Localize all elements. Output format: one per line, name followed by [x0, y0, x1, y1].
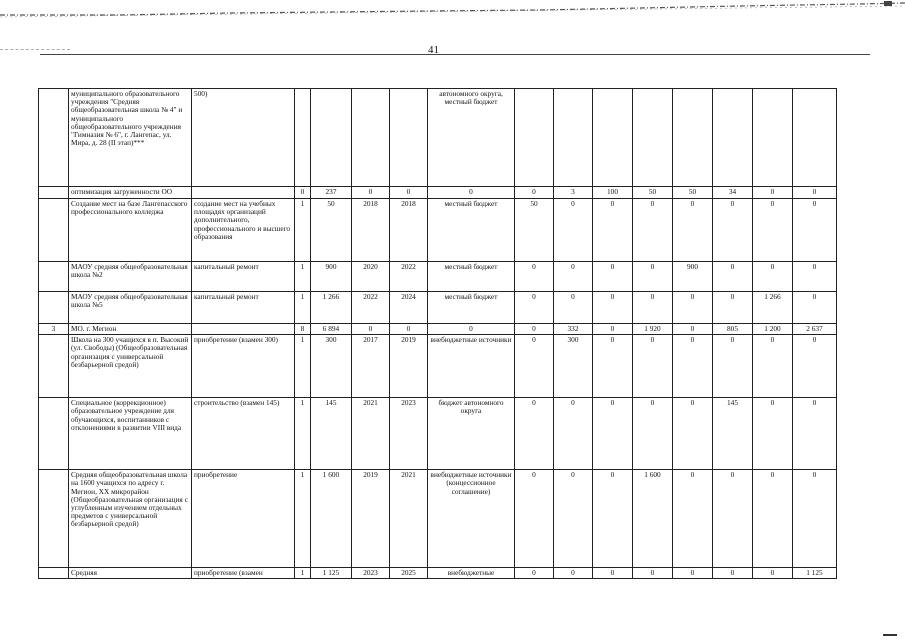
year-value: 50 [515, 199, 554, 262]
object-name: МО. г. Мегион [69, 324, 192, 335]
funding-source: автономного округа, местный бюджет [428, 89, 515, 187]
work-type: 500) [192, 89, 295, 187]
year-value: 0 [753, 199, 793, 262]
year-value: 3 [554, 187, 593, 199]
table-row [39, 89, 837, 187]
year-value [633, 89, 673, 187]
year-value: 0 [713, 470, 753, 568]
year-value: 0 [673, 324, 713, 335]
year-value: 0 [515, 398, 554, 470]
capacity: 1 600 [311, 470, 352, 568]
start-year: 0 [352, 324, 390, 335]
work-type: создание мест на учебных площадях организаций дополнительного, профессионального и высшего образования [192, 199, 295, 262]
year-value: 0 [753, 470, 793, 568]
year-value: 0 [593, 292, 633, 324]
year-value: 0 [713, 335, 753, 398]
capacity: 237 [311, 187, 352, 199]
year-value: 0 [713, 292, 753, 324]
table-row [39, 335, 837, 398]
object-name: Создание мест на базе Лангепасского профессионального колледжа [69, 199, 192, 262]
table-row [39, 470, 837, 568]
start-year: 2020 [352, 262, 390, 292]
table-row [39, 292, 837, 324]
year-value: 0 [793, 398, 837, 470]
work-type: строительство (взамен 145) [192, 398, 295, 470]
year-value: 0 [593, 398, 633, 470]
end-year: 2022 [390, 262, 428, 292]
row-index [39, 292, 69, 324]
year-value: 0 [793, 292, 837, 324]
capacity: 145 [311, 398, 352, 470]
year-value: 0 [633, 262, 673, 292]
funding-source: внебюджетные [428, 568, 515, 579]
year-value: 0 [554, 398, 593, 470]
row-index: 3 [39, 324, 69, 335]
unit-count: 1 [295, 262, 311, 292]
year-value: 0 [633, 199, 673, 262]
table-row [39, 324, 837, 335]
header-rule-short [0, 49, 70, 50]
year-value: 145 [713, 398, 753, 470]
year-value: 0 [593, 335, 633, 398]
year-value: 0 [593, 568, 633, 579]
year-value: 900 [673, 262, 713, 292]
year-value: 0 [593, 199, 633, 262]
row-index [39, 335, 69, 398]
table-row [39, 187, 837, 199]
unit-count: 0 [295, 187, 311, 199]
capacity: 1 125 [311, 568, 352, 579]
unit-count: 1 [295, 199, 311, 262]
year-value [515, 89, 554, 187]
year-value: 0 [673, 292, 713, 324]
year-value: 0 [515, 470, 554, 568]
capacity: 300 [311, 335, 352, 398]
year-value: 0 [793, 187, 837, 199]
year-value: 0 [554, 568, 593, 579]
year-value [793, 89, 837, 187]
table-row [39, 568, 837, 579]
year-value: 0 [673, 470, 713, 568]
scan-corner-mark [883, 626, 897, 636]
year-value [593, 89, 633, 187]
end-year: 2019 [390, 335, 428, 398]
row-index [39, 187, 69, 199]
object-name: Средняя общеобразовательная школа на 1600 учащихся по адресу г. Мегион, XX микрорайон (Общеобразовательная организация с углубленным изучением отдельных предметов с универсальной безбарьерной средой) [69, 470, 192, 568]
work-type: капитальный ремонт [192, 292, 295, 324]
year-value: 0 [515, 292, 554, 324]
object-name: Специальное (коррекционное) образовательное учреждение для обучающихся, воспитанников с отклонениями в развитии VIII вида [69, 398, 192, 470]
unit-count: 1 [295, 398, 311, 470]
year-value [753, 89, 793, 187]
object-name: Школа на 300 учащихся в п. Высокий (ул. Свободы) (Общеобразовательная организация с универсальной безбарьерной средой) [69, 335, 192, 398]
start-year: 2022 [352, 292, 390, 324]
year-value: 34 [713, 187, 753, 199]
year-value: 300 [554, 335, 593, 398]
year-value: 0 [554, 262, 593, 292]
year-value: 0 [673, 335, 713, 398]
year-value: 0 [673, 568, 713, 579]
investment-table [38, 88, 837, 579]
year-value: 50 [633, 187, 673, 199]
funding-source: 0 [428, 324, 515, 335]
year-value [554, 89, 593, 187]
row-index [39, 199, 69, 262]
object-name: оптимизация загруженности ОО [69, 187, 192, 199]
year-value: 0 [713, 199, 753, 262]
end-year: 2023 [390, 398, 428, 470]
year-value: 0 [554, 199, 593, 262]
year-value: 0 [515, 187, 554, 199]
year-value: 0 [753, 187, 793, 199]
object-name: муниципального образовательного учреждения "Средняя общеобразовательная школа № 4" и муниципального общеобразовательного учреждения "Гимназия № 6", г. Лангепас, ул. Мира, д. 28 (II этап)*** [69, 89, 192, 187]
year-value: 0 [673, 199, 713, 262]
capacity: 50 [311, 199, 352, 262]
capacity [311, 89, 352, 187]
row-index [39, 568, 69, 579]
start-year: 0 [352, 187, 390, 199]
header-rule [40, 54, 870, 55]
year-value: 1 125 [793, 568, 837, 579]
year-value: 0 [793, 335, 837, 398]
year-value: 332 [554, 324, 593, 335]
start-year: 2017 [352, 335, 390, 398]
unit-count: 1 [295, 470, 311, 568]
year-value: 0 [713, 568, 753, 579]
start-year: 2023 [352, 568, 390, 579]
start-year: 2021 [352, 398, 390, 470]
funding-source: внебюджетные источники (концессионное соглашение) [428, 470, 515, 568]
year-value: 0 [793, 470, 837, 568]
row-index [39, 262, 69, 292]
unit-count: 8 [295, 324, 311, 335]
work-type [192, 324, 295, 335]
end-year: 0 [390, 187, 428, 199]
year-value: 0 [515, 324, 554, 335]
work-type: приобретение (взамен 300) [192, 335, 295, 398]
funding-source: местный бюджет [428, 292, 515, 324]
year-value: 0 [713, 262, 753, 292]
row-index [39, 89, 69, 187]
year-value: 1 200 [753, 324, 793, 335]
funding-source: 0 [428, 187, 515, 199]
row-index [39, 470, 69, 568]
object-name: Средняя [69, 568, 192, 579]
year-value: 805 [713, 324, 753, 335]
start-year: 2018 [352, 199, 390, 262]
year-value [673, 89, 713, 187]
funding-source: бюджет автономного округа [428, 398, 515, 470]
year-value: 2 637 [793, 324, 837, 335]
page-number: 41 [428, 44, 439, 56]
year-value: 0 [753, 568, 793, 579]
table-row [39, 199, 837, 262]
start-year: 2019 [352, 470, 390, 568]
year-value: 0 [673, 398, 713, 470]
unit-count: 1 [295, 292, 311, 324]
year-value: 0 [515, 335, 554, 398]
year-value: 1 600 [633, 470, 673, 568]
year-value: 0 [793, 199, 837, 262]
year-value: 0 [593, 470, 633, 568]
year-value: 0 [753, 335, 793, 398]
year-value: 0 [633, 568, 673, 579]
end-year: 2021 [390, 470, 428, 568]
unit-count: 1 [295, 335, 311, 398]
capacity: 1 266 [311, 292, 352, 324]
table-row [39, 398, 837, 470]
year-value [713, 89, 753, 187]
year-value: 0 [593, 262, 633, 292]
year-value: 1 266 [753, 292, 793, 324]
year-value: 0 [633, 398, 673, 470]
work-type [192, 187, 295, 199]
funding-source: внебюджетные источники [428, 335, 515, 398]
work-type: приобретение [192, 470, 295, 568]
unit-count: 1 [295, 568, 311, 579]
unit-count [295, 89, 311, 187]
year-value: 0 [515, 568, 554, 579]
year-value: 0 [753, 398, 793, 470]
end-year: 2024 [390, 292, 428, 324]
year-value: 1 920 [633, 324, 673, 335]
year-value: 0 [753, 262, 793, 292]
object-name: МАОУ средняя общеобразовательная школа №5 [69, 292, 192, 324]
year-value: 0 [554, 292, 593, 324]
year-value: 0 [515, 262, 554, 292]
work-type: капитальный ремонт [192, 262, 295, 292]
year-value: 0 [593, 324, 633, 335]
year-value: 50 [673, 187, 713, 199]
object-name: МАОУ средняя общеобразовательная школа №2 [69, 262, 192, 292]
capacity: 900 [311, 262, 352, 292]
capacity: 6 894 [311, 324, 352, 335]
year-value: 0 [633, 292, 673, 324]
year-value: 0 [554, 470, 593, 568]
end-year: 0 [390, 324, 428, 335]
year-value: 100 [593, 187, 633, 199]
year-value: 0 [793, 262, 837, 292]
funding-source: местный бюджет [428, 262, 515, 292]
end-year: 2025 [390, 568, 428, 579]
work-type: приобретение (взамен [192, 568, 295, 579]
scan-top-noise [0, 0, 905, 24]
table-body [39, 89, 837, 579]
table-row [39, 262, 837, 292]
end-year [390, 89, 428, 187]
funding-source: местный бюджет [428, 199, 515, 262]
row-index [39, 398, 69, 470]
end-year: 2018 [390, 199, 428, 262]
year-value: 0 [633, 335, 673, 398]
start-year [352, 89, 390, 187]
